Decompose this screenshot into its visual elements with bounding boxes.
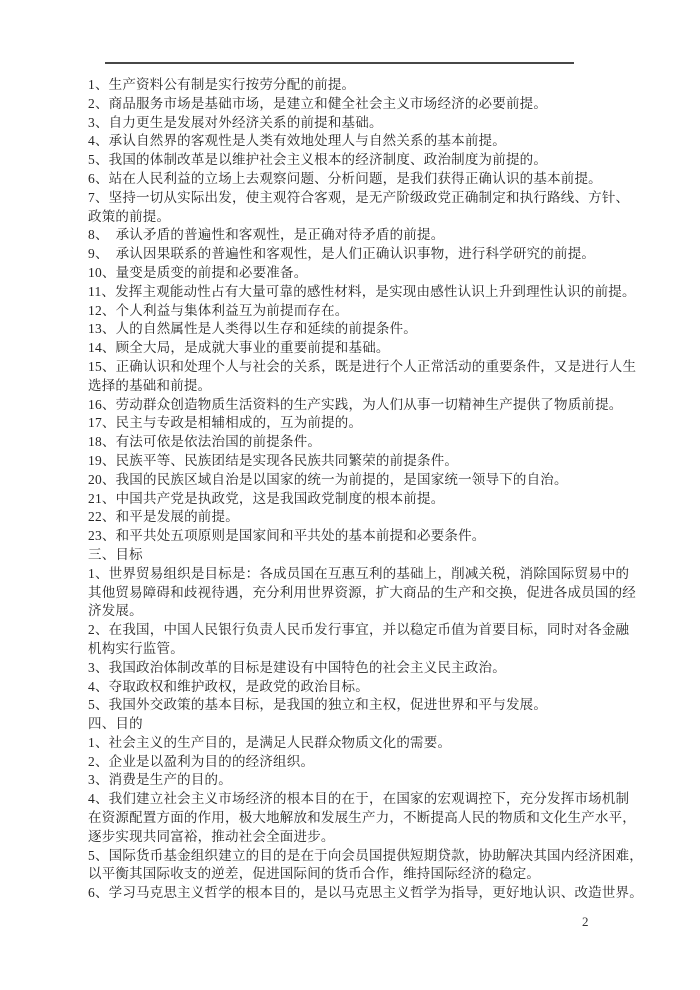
text-line: 21、中国共产党是执政党，这是我国政党制度的根本前提。 [88,490,445,506]
text-line: 7、坚持一切从实际出发，使主观符合客观，是无产阶级政党正确制定和执行路线、方针、 [88,189,630,205]
text-line: 2、商品服务市场是基础市场，是建立和健全社会主义市场经济的必要前提。 [88,95,548,111]
text-line: 1、世界贸易组织是目标是：各成员国在互惠互利的基础上，削减关税，消除国际贸易中的 [88,565,630,581]
text-line: 4、我们建立社会主义市场经济的根本目的在于，在国家的宏观调控下，充分发挥市场机制 [88,791,630,807]
text-line: 1、社会主义的生产目的，是满足人民群众物质文化的需要。 [88,734,452,750]
text-line: 济发展。 [88,603,143,619]
text-line: 三、目标 [88,546,143,562]
text-line: 其他贸易障碍和歧视待遇，充分利用世界资源，扩大商品的生产和交换，促进各成员国的经 [88,584,636,600]
text-line: 14、顾全大局，是成就大事业的重要前提和基础。 [88,340,390,356]
text-line: 在资源配置方面的作用，极大地解放和发展生产力，不断提高人民的物质和文化生产水平， [88,810,636,826]
text-line: 23、和平共处五项原则是国家间和平共处的基本前提和必要条件。 [88,528,486,544]
text-line: 17、民主与专政是相辅相成的，互为前提的。 [88,415,363,431]
text-line: 四、目的 [88,716,143,732]
text-line: 13、人的自然属性是人类得以生存和延续的前提条件。 [88,321,417,337]
header-rule [105,62,574,64]
text-line: 机构实行监管。 [88,640,184,656]
text-line: 1、生产资料公有制是实行按劳分配的前提。 [88,77,356,92]
text-line: 11、发挥主观能动性占有大量可靠的感性材料，是实现由感性认识上升到理性认识的前提。 [88,283,636,299]
text-line: 12、个人利益与集体利益互为前提而存在。 [88,302,349,318]
text-line: 以平衡其国际收支的逆差，促进国际间的货币合作，维持国际经济的稳定。 [88,866,541,882]
text-line: 22、和平是发展的前提。 [88,509,239,525]
text-line: 4、夺取政权和维护政权，是政党的政治目标。 [88,678,369,694]
text-line: 3、我国政治体制改革的目标是建设有中国特色的社会主义民主政治。 [88,659,506,675]
text-line: 2、在我国，中国人民银行负责人民币发行事宜，并以稳定币值为首要目标，同时对各金融 [88,622,630,638]
text-line: 4、承认自然界的客观性是人类有效地处理人与自然关系的基本前提。 [88,133,506,149]
page-number: 2 [582,914,589,929]
text-line: 选择的基础和前提。 [88,377,212,393]
text-line: 政策的前提。 [88,208,171,224]
text-line: 15、正确认识和处理个人与社会的关系，既是进行个人正常活动的重要条件，又是进行人生 [88,358,637,374]
text-line: 5、国际货币基金组织建立的目的是在于向会员国提供短期贷款，协助解决其国内经济困难， [88,847,643,863]
text-line: 19、民族平等、民族团结是实现各民族共同繁荣的前提条件。 [88,452,459,468]
text-line: 10、量变是质变的前提和必要准备。 [88,264,308,280]
text-line: 逐步实现共同富裕，推动社会全面进步。 [88,828,335,844]
text-line: 6、站在人民利益的立场上去观察问题、分析问题，是我们获得正确认识的基本前提。 [88,170,602,186]
text-line: 5、我国外交政策的基本目标，是我国的独立和主权，促进世界和平与发展。 [88,697,548,713]
text-line: 3、消费是生产的目的。 [88,772,232,788]
text-line: 20、我国的民族区域自治是以国家的统一为前提的，是国家统一领导下的自治。 [88,471,568,487]
text-line: 6、学习马克思主义哲学的根本目的，是以马克思主义哲学为指导，更好地认识、改造世界。 [88,885,643,901]
text-line: 5、我国的体制改革是以维护社会主义根本的经济制度、政治制度为前提的。 [88,152,548,168]
document-body [88,76,643,903]
text-line: 2、企业是以盈利为目的的经济组织。 [88,753,315,769]
text-line: 8、 承认矛盾的普遍性和客观性，是正确对待矛盾的前提。 [88,227,445,243]
text-line: 16、劳动群众创造物质生活资料的生产实践，为人们从事一切精神生产提供了物质前提。 [88,396,623,412]
text-line: 9、 承认因果联系的普遍性和客观性，是人们正确认识事物，进行科学研究的前提。 [88,246,596,262]
text-line: 3、自力更生是发展对外经济关系的前提和基础。 [88,114,383,130]
text-line: 18、有法可依是依法治国的前提条件。 [88,434,322,450]
